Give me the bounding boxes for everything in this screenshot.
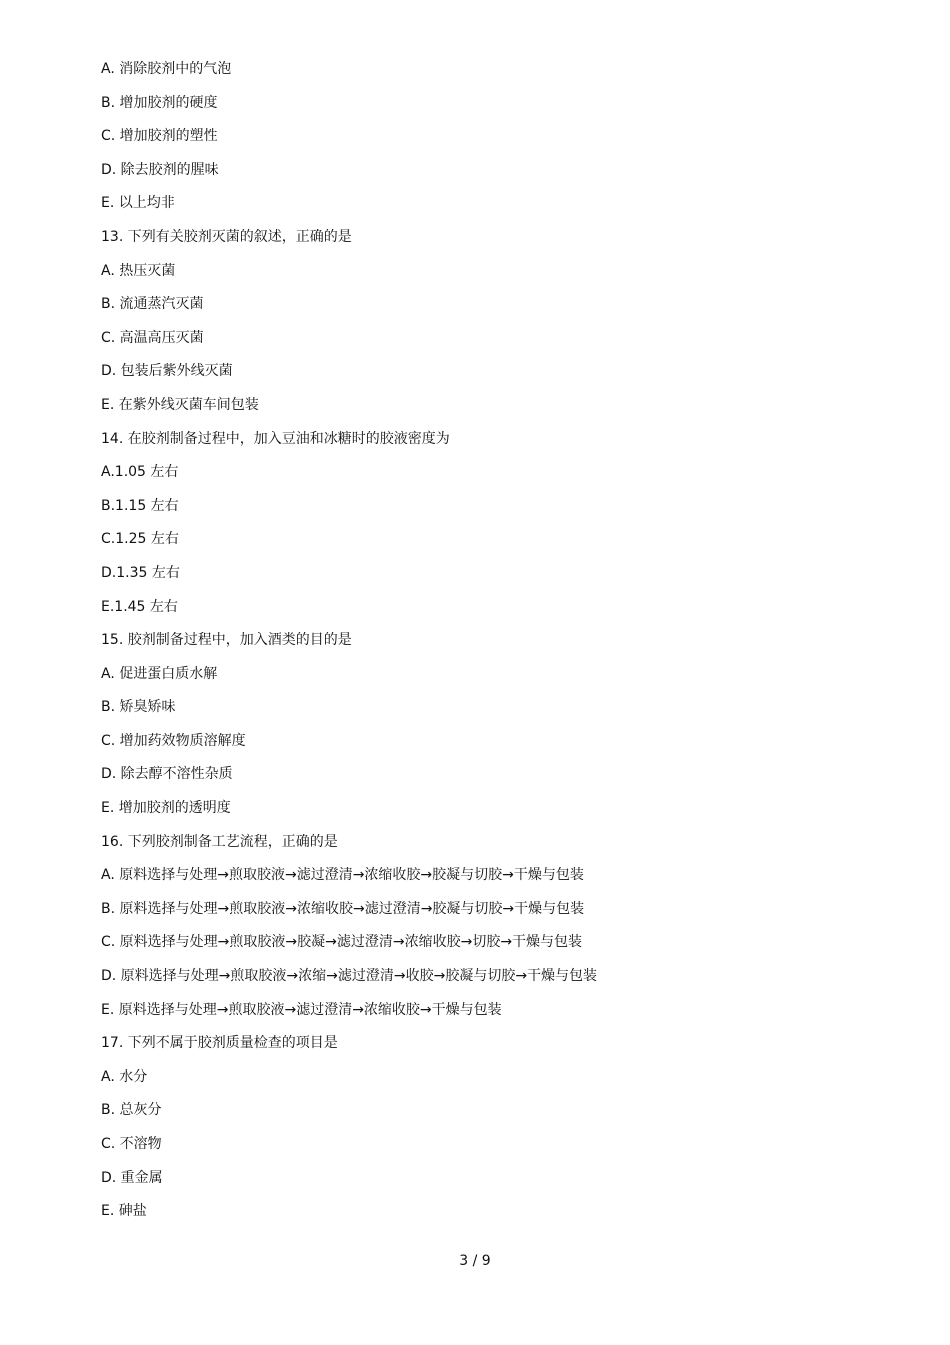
- option-line: E. 在紫外线灭菌车间包装: [101, 396, 259, 413]
- option-line: C. 原料选择与处理→煎取胶液→胶凝→滤过澄清→浓缩收胶→切胶→干燥与包装: [101, 934, 583, 951]
- option-line: C. 增加药效物质溶解度: [101, 732, 246, 749]
- option-line: B. 流通蒸汽灭菌: [101, 296, 204, 313]
- option-line: C. 不溶物: [101, 1136, 162, 1152]
- option-line: B. 矫臭矫味: [101, 699, 176, 716]
- option-line: A.1.05 左右: [101, 464, 179, 481]
- option-line: D. 重金属: [101, 1169, 163, 1186]
- option-line: A. 水分: [101, 1068, 148, 1085]
- option-line: D.1.35 左右: [101, 564, 180, 581]
- option-line: B.1.15 左右: [101, 497, 179, 514]
- option-line: C. 增加胶剂的塑性: [101, 128, 218, 145]
- option-line: B. 增加胶剂的硬度: [101, 94, 218, 111]
- page-number: 3 / 9: [459, 1253, 491, 1269]
- option-line: A. 消除胶剂中的气泡: [101, 61, 232, 77]
- option-line: E. 砷盐: [101, 1203, 147, 1220]
- question-stem: 15. 胶剂制备过程中，加入酒类的目的是: [101, 632, 352, 649]
- option-line: B. 总灰分: [101, 1102, 162, 1119]
- option-line: E. 以上均非: [101, 195, 175, 212]
- option-line: E. 增加胶剂的透明度: [101, 800, 231, 817]
- option-line: B. 原料选择与处理→煎取胶液→浓缩收胶→滤过澄清→胶凝与切胶→干燥与包装: [101, 900, 585, 917]
- option-line: C.1.25 左右: [101, 531, 179, 548]
- option-line: D. 原料选择与处理→煎取胶液→浓缩→滤过澄清→收胶→胶凝与切胶→干燥与包装: [101, 968, 598, 985]
- option-line: A. 促进蛋白质水解: [101, 665, 218, 682]
- option-line: D. 包装后紫外线灭菌: [101, 363, 233, 380]
- option-line: C. 高温高压灭菌: [101, 329, 204, 346]
- question-stem: 16. 下列胶剂制备工艺流程，正确的是: [101, 833, 338, 850]
- question-list: [101, 58, 881, 1234]
- option-line: E. 原料选择与处理→煎取胶液→滤过澄清→浓缩收胶→干燥与包装: [101, 1001, 502, 1018]
- option-line: A. 热压灭菌: [101, 262, 176, 279]
- question-stem: 13. 下列有关胶剂灭菌的叙述，正确的是: [101, 228, 352, 245]
- question-stem: 14. 在胶剂制备过程中，加入豆油和冰糖时的胶液密度为: [101, 430, 450, 447]
- option-line: D. 除去醇不溶性杂质: [101, 766, 233, 783]
- question-stem: 17. 下列不属于胶剂质量检查的项目是: [101, 1035, 338, 1052]
- option-line: A. 原料选择与处理→煎取胶液→滤过澄清→浓缩收胶→胶凝与切胶→干燥与包装: [101, 867, 584, 884]
- option-line: D. 除去胶剂的腥味: [101, 161, 219, 178]
- option-line: E.1.45 左右: [101, 598, 178, 615]
